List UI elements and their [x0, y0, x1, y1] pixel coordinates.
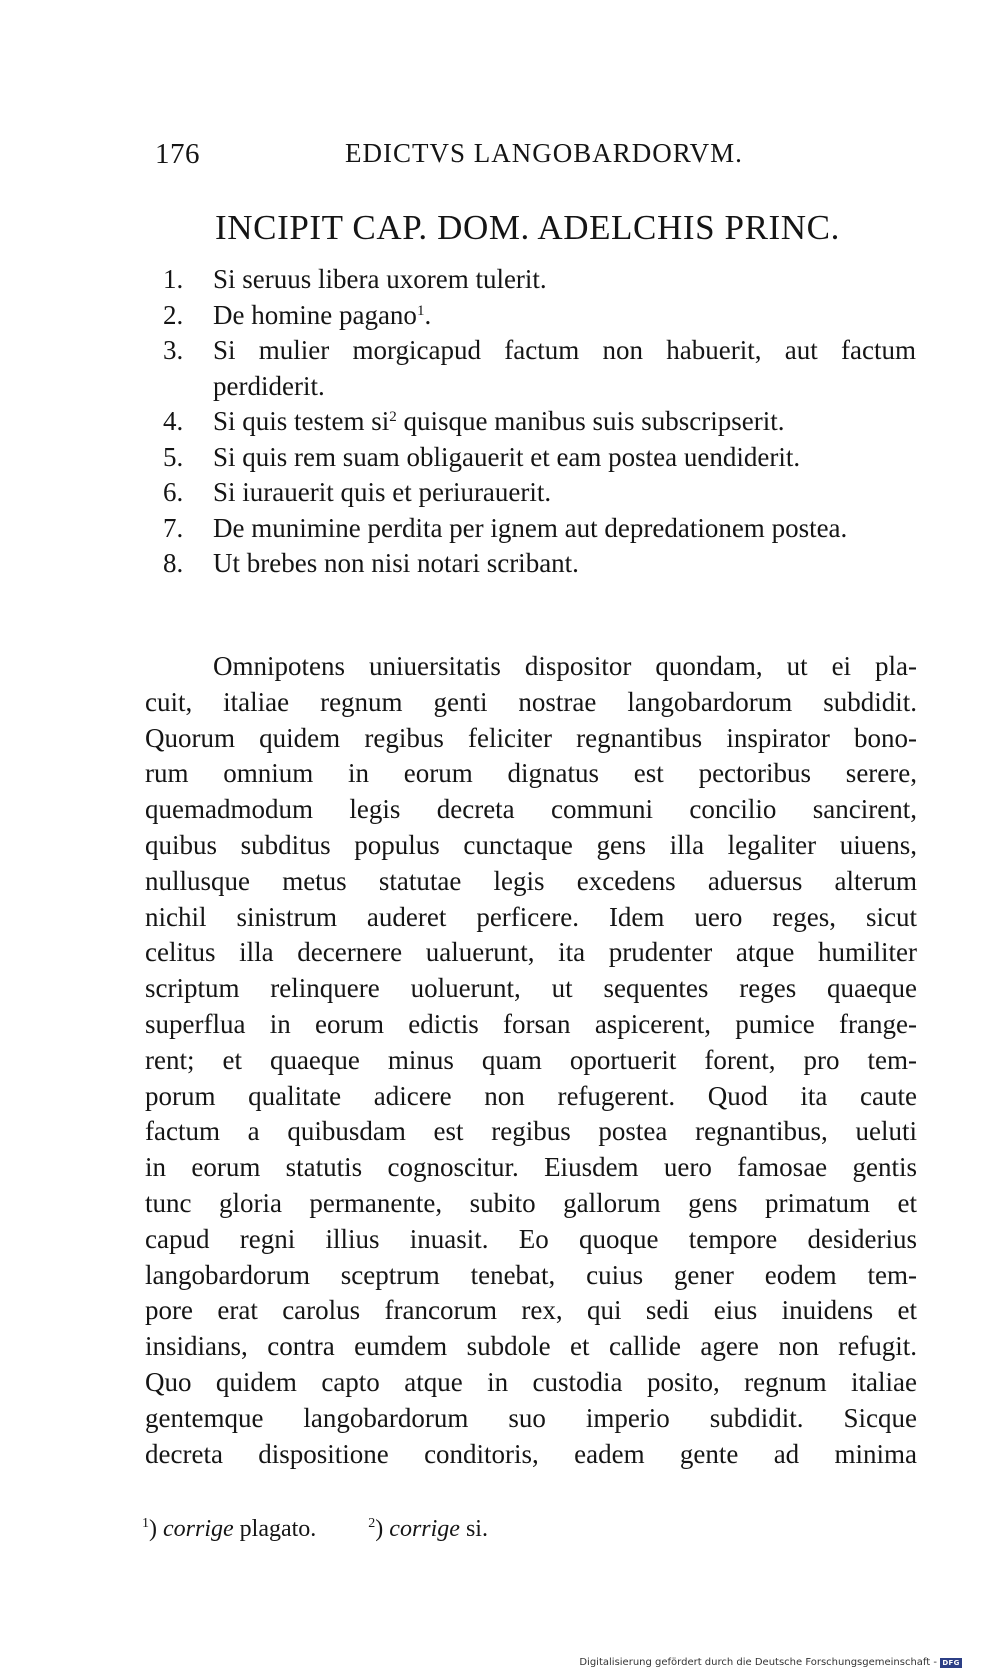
- capitulum-number: 3.: [163, 335, 184, 365]
- prose-line: factum a quibusdam est regibus postea regnantibus, ueluti: [145, 1116, 917, 1147]
- footnote-text: si.: [459, 1516, 488, 1542]
- footnote: [368, 1516, 488, 1542]
- footnotes: [142, 1516, 540, 1543]
- capitulum-item: [163, 298, 916, 334]
- capitulum-text-main: Si quis testem si: [213, 406, 390, 436]
- prose-line: insidians, contra eumdem subdole et callide agere non refugit.: [145, 1331, 917, 1362]
- capitulum-item: [163, 333, 916, 404]
- capitulum-item: [163, 511, 916, 547]
- capitulum-item: [163, 475, 916, 511]
- footnote-reference: 2: [389, 409, 397, 425]
- capitulum-text: [213, 298, 916, 334]
- footnote-italic: corrige: [389, 1516, 460, 1542]
- capitulum-item: [163, 262, 916, 298]
- page-number: 176: [155, 138, 200, 170]
- capitulum-text: [213, 475, 916, 511]
- chapter-title: INCIPIT CAP. DOM. ADELCHIS PRINC.: [215, 208, 840, 247]
- prose-line: quibus subditus populus cunctaque gens illa legaliter uiuens,: [145, 829, 917, 860]
- prose-line: scriptum relinquere uoluerunt, ut sequentes reges quaeque: [145, 973, 917, 1004]
- footnote-reference: 1: [416, 302, 425, 319]
- capitulum-number: 2.: [163, 299, 184, 330]
- prose-line: Quorum quidem regibus feliciter regnantibus inspirator bono-: [145, 722, 917, 753]
- footnote-paren: ): [375, 1516, 384, 1542]
- capitulum-item: [163, 404, 916, 440]
- footnote-mark: 1: [142, 1516, 149, 1531]
- capitulum-text: [213, 511, 916, 547]
- prose-line: superflua in eorum edictis forsan aspicerent, pumice frange-: [145, 1008, 917, 1039]
- capitulum-text-main: Si iurauerit quis et periurauerit.: [213, 477, 552, 507]
- capitulum-text: [213, 262, 916, 298]
- prose-line: nullusque metus statutae legis excedens aduersus alterum: [145, 865, 917, 896]
- capitulum-text-main: Si mulier morgicapud factum non habuerit, aut factum perdiderit.: [213, 335, 916, 401]
- capitulum-text-main: Si seruus libera uxorem tulerit.: [213, 264, 547, 294]
- prose-line: nichil sinistrum auderet perficere. Idem uero reges, sicut: [145, 901, 917, 932]
- capitula-list: [163, 262, 916, 582]
- prose-line: cuit, italiae regnum genti nostrae langobardorum subdidit.: [145, 686, 917, 717]
- prose-line: decreta dispositione conditoris, eadem gente ad minima: [145, 1438, 917, 1469]
- prose-line: pore erat carolus francorum rex, qui sedi eius inuidens et: [145, 1295, 917, 1326]
- capitulum-number: 1.: [163, 264, 184, 294]
- capitulum-text-main: Si quis rem suam obligauerit et eam postea uendiderit.: [213, 441, 801, 472]
- capitulum-text-main: De homine pagano: [213, 299, 417, 330]
- prose-line: rent; et quaeque minus quam oportuerit forent, pro tem-: [145, 1044, 917, 1075]
- capitulum-text: [213, 404, 916, 440]
- capitulum-text: [213, 546, 916, 582]
- capitulum-number: 7.: [163, 512, 184, 543]
- dfg-logo: DFG: [940, 1658, 962, 1668]
- capitulum-text-main: De munimine perdita per ignem aut depredationem postea.: [213, 512, 848, 543]
- footnote-paren: ): [149, 1516, 157, 1542]
- prose-line: gentemque langobardorum suo imperio subdidit. Sicque: [145, 1402, 917, 1433]
- capitulum-number: 8.: [163, 548, 184, 578]
- capitulum-text-rest: .: [424, 299, 432, 330]
- prose-line: celitus illa decernere ualuerunt, ita prudenter atque humiliter: [145, 937, 917, 968]
- capitulum-item: [163, 440, 916, 476]
- capitulum-text-main: Ut brebes non nisi notari scribant.: [213, 548, 579, 578]
- capitulum-number: 4.: [163, 406, 184, 436]
- capitulum-text-rest: quisque manibus suis subscripserit.: [396, 406, 785, 436]
- prose-line: Omnipotens uniuersitatis dispositor quondam, ut ei pla-: [213, 651, 917, 681]
- prose-line: in eorum statutis cognoscitur. Eiusdem uero famosae gentis: [145, 1152, 917, 1183]
- capitulum-text: [213, 333, 916, 404]
- footnote-italic: corrige: [163, 1516, 234, 1542]
- prose-line: porum qualitate adicere non refugerent. Quod ita caute: [145, 1080, 917, 1111]
- prose-line: rum omnium in eorum dignatus est pectoribus serere,: [145, 758, 917, 789]
- prose-line: langobardorum sceptrum tenebat, cuius gener eodem tem-: [145, 1259, 917, 1290]
- footnote-text: plagato.: [233, 1516, 317, 1542]
- digitization-note: [579, 1657, 962, 1668]
- prose-line: quemadmodum legis decreta communi concilio sancirent,: [145, 794, 917, 825]
- prose-line: Quo quidem capto atque in custodia posito, regnum italiae: [145, 1366, 917, 1397]
- footnote-mark: 2: [368, 1516, 376, 1531]
- digitization-text: Digitalisierung gefördert durch die Deutsche Forschungsgemeinschaft -: [579, 1657, 937, 1668]
- footnote: [142, 1516, 316, 1542]
- capitulum-number: 5.: [163, 441, 184, 472]
- prose-line: capud regni illius inuasit. Eo quoque tempore desiderius: [145, 1223, 917, 1254]
- prose-text: [145, 649, 917, 1472]
- capitulum-item: [163, 546, 916, 582]
- running-head: EDICTVS LANGOBARDORVM.: [345, 138, 743, 168]
- prose-line: tunc gloria permanente, subito gallorum gens primatum et: [145, 1187, 917, 1218]
- capitulum-text: [213, 440, 916, 476]
- capitulum-number: 6.: [163, 477, 184, 507]
